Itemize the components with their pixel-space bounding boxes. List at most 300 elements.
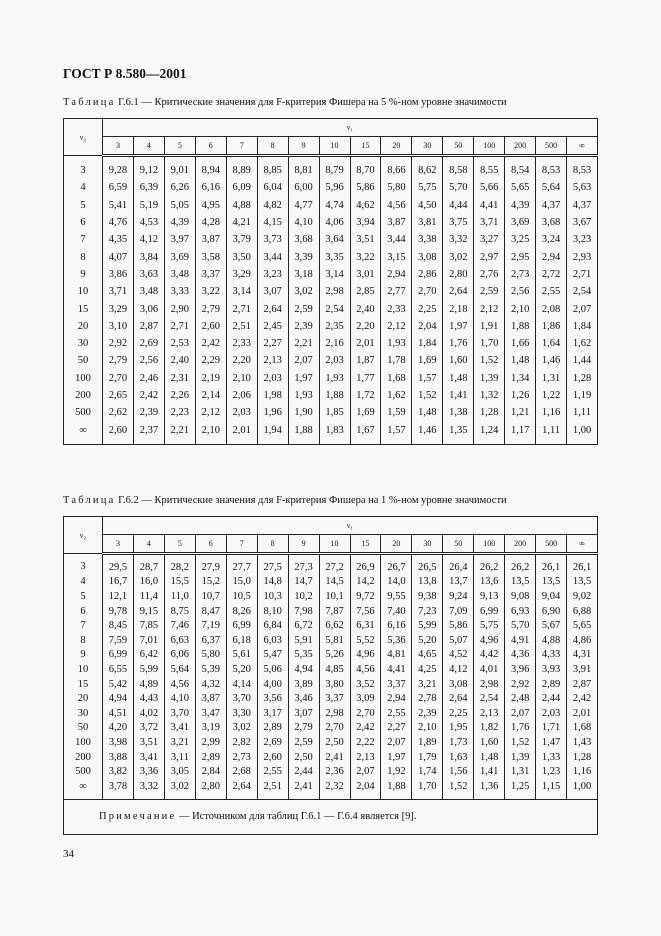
table-cell: 3,50	[226, 248, 257, 265]
table-row	[64, 197, 598, 214]
table-cell: 8,85	[257, 156, 288, 180]
table-cell: 5,75	[412, 179, 443, 196]
table-cell: 16,7	[103, 575, 134, 590]
table-cell: 3,02	[288, 283, 319, 300]
table-cell: 3,41	[133, 750, 164, 765]
table-cell: 2,68	[226, 764, 257, 779]
table-row	[64, 648, 598, 663]
table-cell: 6,99	[226, 618, 257, 633]
table-cell: 3,35	[319, 248, 350, 265]
table-cell: 1,78	[381, 352, 412, 369]
table-cell: 1,43	[567, 735, 598, 750]
table-cell: 6,00	[288, 179, 319, 196]
row-header: 3	[64, 156, 103, 180]
table-cell: 1,38	[443, 404, 474, 421]
table-cell: 2,64	[257, 300, 288, 317]
table2-caption	[63, 495, 507, 506]
nu2-header: ν₂	[64, 517, 103, 554]
table-cell: 2,39	[133, 404, 164, 421]
table-cell: 7,01	[133, 633, 164, 648]
table-cell: 14,0	[381, 575, 412, 590]
table-cell: 5,81	[319, 633, 350, 648]
table-cell: 3,87	[381, 214, 412, 231]
table-cell: 15,0	[226, 575, 257, 590]
table-row	[64, 604, 598, 619]
table-cell: 11,0	[164, 589, 195, 604]
table-cell: 2,03	[257, 370, 288, 387]
table-cell: 3,32	[443, 231, 474, 248]
table-cell: 8,47	[195, 604, 226, 619]
table-row	[64, 404, 598, 421]
table-cell: 2,27	[381, 721, 412, 736]
table-cell: 2,42	[133, 387, 164, 404]
table-cell: 5,67	[536, 618, 567, 633]
table-row	[64, 633, 598, 648]
table-cell: 1,92	[381, 764, 412, 779]
table-cell: 7,19	[195, 618, 226, 633]
table-cell: 1,88	[319, 387, 350, 404]
table-cell: 1,41	[474, 764, 505, 779]
table-cell: 5,70	[505, 618, 536, 633]
table-cell: 4,94	[288, 662, 319, 677]
table-cell: 2,25	[443, 706, 474, 721]
table-cell: 9,08	[505, 589, 536, 604]
table-cell: 6,63	[164, 633, 195, 648]
row-header: 10	[64, 662, 103, 677]
table-cell: 2,64	[226, 779, 257, 799]
table-cell: 1,62	[381, 387, 412, 404]
table-cell: 5,63	[567, 179, 598, 196]
table-cell: 3,94	[350, 214, 381, 231]
table-cell: 2,03	[226, 404, 257, 421]
table-cell: 1,97	[288, 370, 319, 387]
table-cell: 1,91	[474, 318, 505, 335]
nu2-header: ν₂	[64, 119, 103, 156]
table-cell: 3,93	[536, 662, 567, 677]
table-cell: 7,40	[381, 604, 412, 619]
table-cell: 9,12	[133, 156, 164, 180]
table-cell: 5,91	[288, 633, 319, 648]
table-row	[64, 750, 598, 765]
table-cell: 3,02	[226, 721, 257, 736]
column-header: 30	[412, 137, 443, 156]
table-cell: 2,85	[350, 283, 381, 300]
table-cell: 2,70	[103, 370, 134, 387]
table-cell: 3,37	[319, 691, 350, 706]
table-cell: 4,37	[567, 197, 598, 214]
table-cell: 2,59	[288, 735, 319, 750]
table-cell: 3,06	[133, 300, 164, 317]
column-header: 100	[474, 137, 505, 156]
table-cell: 3,48	[164, 266, 195, 283]
row-header: 15	[64, 300, 103, 317]
table-cell: 2,07	[381, 735, 412, 750]
table-cell: 3,97	[164, 231, 195, 248]
table-cell: 13,5	[567, 575, 598, 590]
table-cell: 3,39	[288, 248, 319, 265]
table-cell: 13,5	[505, 575, 536, 590]
table-cell: 10,5	[226, 589, 257, 604]
table-cell: 6,16	[195, 179, 226, 196]
row-header: 5	[64, 197, 103, 214]
table-cell: 2,98	[319, 706, 350, 721]
table-cell: 2,26	[164, 387, 195, 404]
table-cell: 2,54	[474, 691, 505, 706]
table-cell: 4,41	[381, 662, 412, 677]
row-header: 200	[64, 387, 103, 404]
table-cell: 13,6	[474, 575, 505, 590]
table-cell: 1,52	[443, 779, 474, 799]
table-cell: 6,99	[474, 604, 505, 619]
column-header: 4	[133, 535, 164, 554]
table-cell: 3,51	[133, 735, 164, 750]
table-cell: 3,29	[103, 300, 134, 317]
table-cell: 2,79	[288, 721, 319, 736]
row-header: 500	[64, 764, 103, 779]
table-cell: 3,08	[412, 248, 443, 265]
table-cell: 1,19	[567, 387, 598, 404]
table-cell: 2,46	[133, 370, 164, 387]
table-cell: 3,24	[536, 231, 567, 248]
table-cell: 2,44	[288, 764, 319, 779]
table-cell: 1,83	[319, 421, 350, 444]
table-cell: 2,84	[195, 764, 226, 779]
table-cell: 8,66	[381, 156, 412, 180]
table-cell: 3,21	[412, 677, 443, 692]
table-cell: 6,39	[133, 179, 164, 196]
table-cell: 1,33	[536, 750, 567, 765]
table-cell: 4,21	[226, 214, 257, 231]
table-cell: 3,73	[257, 231, 288, 248]
table-cell: 5,26	[319, 648, 350, 663]
column-header: 15	[350, 137, 381, 156]
table-cell: 7,46	[164, 618, 195, 633]
table-row	[64, 421, 598, 444]
table-cell: 6,84	[257, 618, 288, 633]
table-cell: 1,35	[443, 421, 474, 444]
table-cell: 2,16	[319, 335, 350, 352]
table-cell: 1,84	[412, 335, 443, 352]
table-cell: 1,16	[567, 764, 598, 779]
row-header: 7	[64, 231, 103, 248]
table-cell: 2,73	[505, 266, 536, 283]
table-cell: 3,58	[195, 248, 226, 265]
table-cell: 2,51	[226, 318, 257, 335]
table-cell: 3,37	[381, 677, 412, 692]
table-cell: 2,01	[350, 335, 381, 352]
table-cell: 9,38	[412, 589, 443, 604]
row-header: 50	[64, 721, 103, 736]
table-cell: 8,75	[164, 604, 195, 619]
table-cell: 4,14	[226, 677, 257, 692]
table-row	[64, 618, 598, 633]
table-cell: 4,28	[195, 214, 226, 231]
table-cell: 4,25	[412, 662, 443, 677]
table-cell: 4,91	[505, 633, 536, 648]
table-cell: 2,89	[257, 721, 288, 736]
column-header: 5	[164, 535, 195, 554]
row-header: 15	[64, 677, 103, 692]
table-row	[64, 691, 598, 706]
table-cell: 7,85	[133, 618, 164, 633]
table-cell: 1,95	[443, 721, 474, 736]
row-header: 9	[64, 266, 103, 283]
column-header: 6	[195, 137, 226, 156]
table-cell: 2,69	[257, 735, 288, 750]
column-header: 500	[536, 137, 567, 156]
table-cell: 1,32	[474, 387, 505, 404]
table-cell: 8,70	[350, 156, 381, 180]
column-header: 4	[133, 137, 164, 156]
table-cell: 1,63	[443, 750, 474, 765]
table-cell: 6,55	[103, 662, 134, 677]
document-header: ГОСТ Р 8.580—2001	[63, 66, 187, 81]
table-cell: 3,21	[164, 735, 195, 750]
table-row	[64, 589, 598, 604]
table-cell: 6,99	[103, 648, 134, 663]
table-note	[64, 799, 598, 834]
table-cell: 4,42	[474, 648, 505, 663]
table-cell: 2,04	[350, 779, 381, 799]
table-cell: 2,07	[505, 706, 536, 721]
table-cell: 2,69	[133, 335, 164, 352]
table-cell: 2,32	[319, 779, 350, 799]
table-cell: 4,12	[443, 662, 474, 677]
table-cell: 1,31	[505, 764, 536, 779]
table-cell: 1,64	[536, 335, 567, 352]
table-cell: 10,7	[195, 589, 226, 604]
table-cell: 2,25	[412, 300, 443, 317]
table-cell: 27,7	[226, 554, 257, 575]
table-cell: 2,86	[412, 266, 443, 283]
table-cell: 2,70	[350, 706, 381, 721]
table-cell: 9,02	[567, 589, 598, 604]
table-cell: 2,60	[257, 750, 288, 765]
table-cell: 8,55	[474, 156, 505, 180]
table-cell: 2,39	[412, 706, 443, 721]
table-cell: 2,56	[133, 352, 164, 369]
row-header: 8	[64, 248, 103, 265]
table-cell: 6,93	[505, 604, 536, 619]
table-cell: 2,27	[257, 335, 288, 352]
table-cell: 1,46	[412, 421, 443, 444]
table-cell: 1,16	[536, 404, 567, 421]
table-cell: 1,66	[505, 335, 536, 352]
table-cell: 2,89	[195, 750, 226, 765]
table-cell: 3,87	[195, 691, 226, 706]
table-cell: 1,23	[536, 764, 567, 779]
table-cell: 8,53	[567, 156, 598, 180]
caption-text: Г.6.2 — Критические значения для F-критерия Фишера на 1 %-ном уровне значимости	[115, 495, 507, 506]
table-cell: 14,8	[257, 575, 288, 590]
table-cell: 3,27	[474, 231, 505, 248]
column-header: 500	[536, 535, 567, 554]
table-cell: 1,69	[350, 404, 381, 421]
table-cell: 6,09	[226, 179, 257, 196]
table-cell: 3,47	[195, 706, 226, 721]
table-cell: 14,2	[350, 575, 381, 590]
row-header: 4	[64, 575, 103, 590]
page-number: 34	[63, 848, 74, 860]
table-cell: 3,17	[257, 706, 288, 721]
table-cell: 2,33	[381, 300, 412, 317]
table-cell: 7,59	[103, 633, 134, 648]
table-cell: 1,68	[381, 370, 412, 387]
table-row	[64, 266, 598, 283]
table-cell: 2,51	[257, 779, 288, 799]
table-row	[64, 335, 598, 352]
table-cell: 1,70	[412, 779, 443, 799]
table-cell: 3,14	[226, 283, 257, 300]
table-cell: 2,13	[474, 706, 505, 721]
column-header: 15	[350, 535, 381, 554]
table-cell: 1,98	[257, 387, 288, 404]
column-header: 5	[164, 137, 195, 156]
table-cell: 3,48	[133, 283, 164, 300]
table-cell: 1,57	[412, 370, 443, 387]
table-cell: 4,88	[226, 197, 257, 214]
table-cell: 2,13	[257, 352, 288, 369]
table-cell: 2,13	[350, 750, 381, 765]
table-cell: 27,9	[195, 554, 226, 575]
table-cell: 1,96	[257, 404, 288, 421]
table-cell: 5,70	[443, 179, 474, 196]
table-cell: 3,72	[133, 721, 164, 736]
row-header: 6	[64, 604, 103, 619]
table-cell: 2,07	[288, 352, 319, 369]
table-cell: 2,48	[505, 691, 536, 706]
table-cell: 3,96	[505, 662, 536, 677]
table-row	[64, 318, 598, 335]
table-cell: 1,94	[257, 421, 288, 444]
table-cell: 4,96	[474, 633, 505, 648]
table-cell: 1,79	[412, 750, 443, 765]
table-cell: 5,64	[164, 662, 195, 677]
table-cell: 2,70	[412, 283, 443, 300]
table-cell: 2,71	[226, 300, 257, 317]
table-cell: 5,75	[474, 618, 505, 633]
table-cell: 1,24	[474, 421, 505, 444]
table-cell: 6,16	[381, 618, 412, 633]
table-cell: 13,7	[443, 575, 474, 590]
table-cell: 6,59	[103, 179, 134, 196]
table-cell: 4,94	[103, 691, 134, 706]
table-row	[64, 248, 598, 265]
table-cell: 1,69	[412, 352, 443, 369]
table-cell: 2,10	[226, 370, 257, 387]
table-cell: 1,17	[505, 421, 536, 444]
table-cell: 4,10	[288, 214, 319, 231]
table-cell: 8,54	[505, 156, 536, 180]
table-cell: 15,2	[195, 575, 226, 590]
table-cell: 4,33	[536, 648, 567, 663]
table-cell: 2,56	[505, 283, 536, 300]
table-cell: 1,93	[288, 387, 319, 404]
table-cell: 3,80	[319, 677, 350, 692]
table-cell: 1,34	[505, 370, 536, 387]
table-row	[64, 779, 598, 799]
table-cell: 5,61	[226, 648, 257, 663]
table-cell: 2,12	[195, 404, 226, 421]
table-cell: 1,85	[319, 404, 350, 421]
table-cell: 6,18	[226, 633, 257, 648]
table-cell: 1,88	[288, 421, 319, 444]
table-cell: 6,90	[536, 604, 567, 619]
table-cell: 1,39	[474, 370, 505, 387]
table-cell: 4,39	[164, 214, 195, 231]
table-cell: 2,42	[350, 721, 381, 736]
table-cell: 1,60	[474, 735, 505, 750]
table-cell: 1,48	[505, 352, 536, 369]
table-cell: 3,91	[567, 662, 598, 677]
row-header: ∞	[64, 421, 103, 444]
table-cell: 2,14	[195, 387, 226, 404]
table-cell: 2,20	[350, 318, 381, 335]
table-cell: 4,39	[505, 197, 536, 214]
table-cell: 1,93	[381, 335, 412, 352]
table-cell: 3,98	[103, 735, 134, 750]
table-cell: 4,53	[133, 214, 164, 231]
table-cell: 5,36	[381, 633, 412, 648]
table-cell: 1,26	[505, 387, 536, 404]
table-cell: 1,68	[567, 721, 598, 736]
table-cell: 26,1	[567, 554, 598, 575]
table-cell: 1,59	[381, 404, 412, 421]
table-cell: 3,18	[288, 266, 319, 283]
table-cell: 5,86	[443, 618, 474, 633]
table-cell: 4,02	[133, 706, 164, 721]
table-cell: 4,10	[164, 691, 195, 706]
table-cell: 4,07	[103, 248, 134, 265]
table-cell: 3,64	[319, 231, 350, 248]
table-cell: 3,02	[164, 779, 195, 799]
table-cell: 3,67	[567, 214, 598, 231]
table-cell: 2,37	[133, 421, 164, 444]
table-cell: 6,26	[164, 179, 195, 196]
table-cell: 3,56	[257, 691, 288, 706]
table-cell: 2,92	[103, 335, 134, 352]
table-cell: 5,86	[350, 179, 381, 196]
table-cell: 8,45	[103, 618, 134, 633]
column-header: 200	[505, 137, 536, 156]
caption-prefix: Таблица	[63, 495, 116, 506]
table-cell: 1,88	[381, 779, 412, 799]
table-cell: 1,47	[536, 735, 567, 750]
table-cell: 3,29	[226, 266, 257, 283]
table-cell: 13,8	[412, 575, 443, 590]
column-header: 10	[319, 535, 350, 554]
table-cell: 1,93	[319, 370, 350, 387]
table-row	[64, 214, 598, 231]
row-header: 100	[64, 370, 103, 387]
table-row	[64, 283, 598, 300]
row-header: 10	[64, 283, 103, 300]
table-cell: 1,90	[288, 404, 319, 421]
column-header: 9	[288, 137, 319, 156]
table-cell: 5,06	[257, 662, 288, 677]
table-cell: 3,23	[567, 231, 598, 248]
table-cell: 1,21	[505, 404, 536, 421]
table-cell: 2,41	[319, 750, 350, 765]
table-cell: 6,31	[350, 618, 381, 633]
column-header: 10	[319, 137, 350, 156]
row-header: 50	[64, 352, 103, 369]
table-cell: 5,35	[288, 648, 319, 663]
table-cell: 4,06	[319, 214, 350, 231]
table-cell: 3,10	[103, 318, 134, 335]
note-prefix: Примечание	[99, 811, 177, 822]
table-cell: 3,71	[474, 214, 505, 231]
